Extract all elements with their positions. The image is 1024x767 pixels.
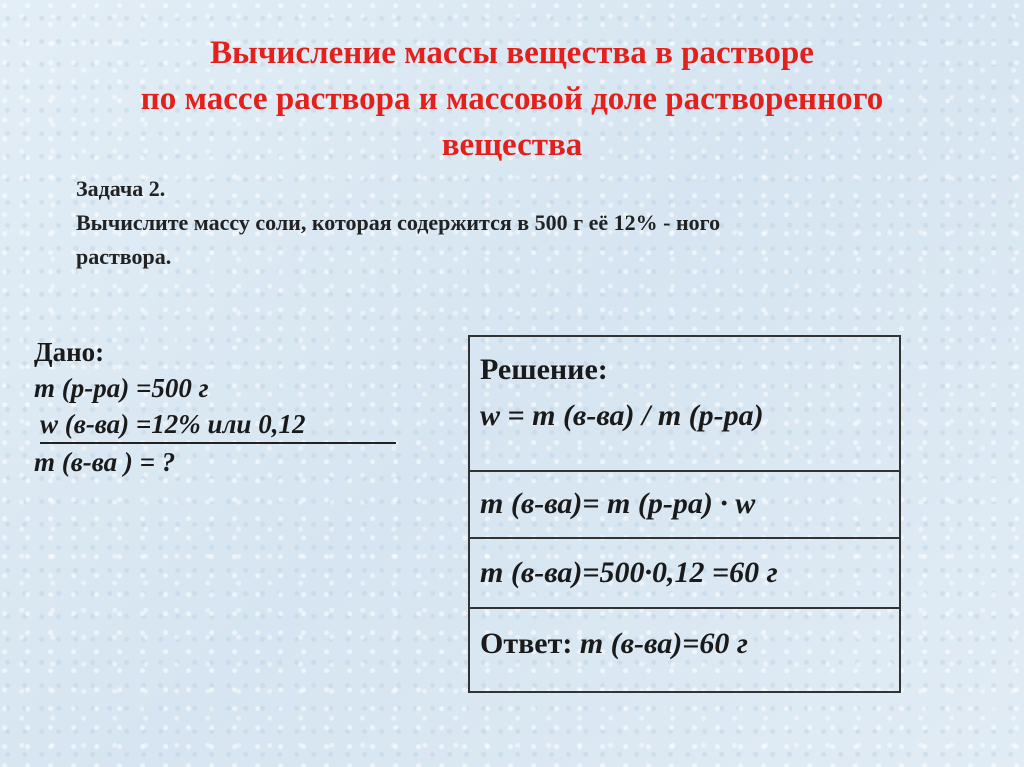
given-block (34, 334, 434, 480)
title-line-3: вещества (441, 127, 583, 163)
solution-label: Решение: (480, 353, 608, 386)
solution-step-1: m (в-ва)= m (р-ра) · w (470, 472, 899, 539)
given-line-1: m (р-ра) =500 г (34, 373, 209, 403)
given-label: Дано: (34, 337, 105, 367)
slide-title (40, 30, 984, 168)
given-line-3: m (в-ва ) = ? (34, 447, 176, 477)
task-number: Задача 2. (76, 176, 166, 201)
task-text-line-1: Вычислите массу соли, которая содержится в 500 г её 12% - ного (76, 210, 721, 235)
solution-formula: w = m (в-ва) / m (р-ра) (480, 399, 764, 432)
answer-value: m (в-ва)=60 г (579, 627, 748, 660)
answer-label: Ответ: (480, 627, 573, 660)
solution-row-header (470, 337, 899, 472)
title-line-2: по массе раствора и массовой доле растворенного (140, 81, 884, 117)
task-block (76, 172, 976, 274)
solution-table (468, 335, 901, 693)
solution-step-2: m (в-ва)=500·0,12 =60 г (470, 539, 899, 609)
solution-answer-row (470, 609, 899, 691)
given-line-2: w (в-ва) =12% или 0,12 (40, 406, 396, 444)
title-line-1: Вычисление массы вещества в растворе (210, 35, 814, 71)
task-text-line-2: раствора. (76, 244, 172, 269)
